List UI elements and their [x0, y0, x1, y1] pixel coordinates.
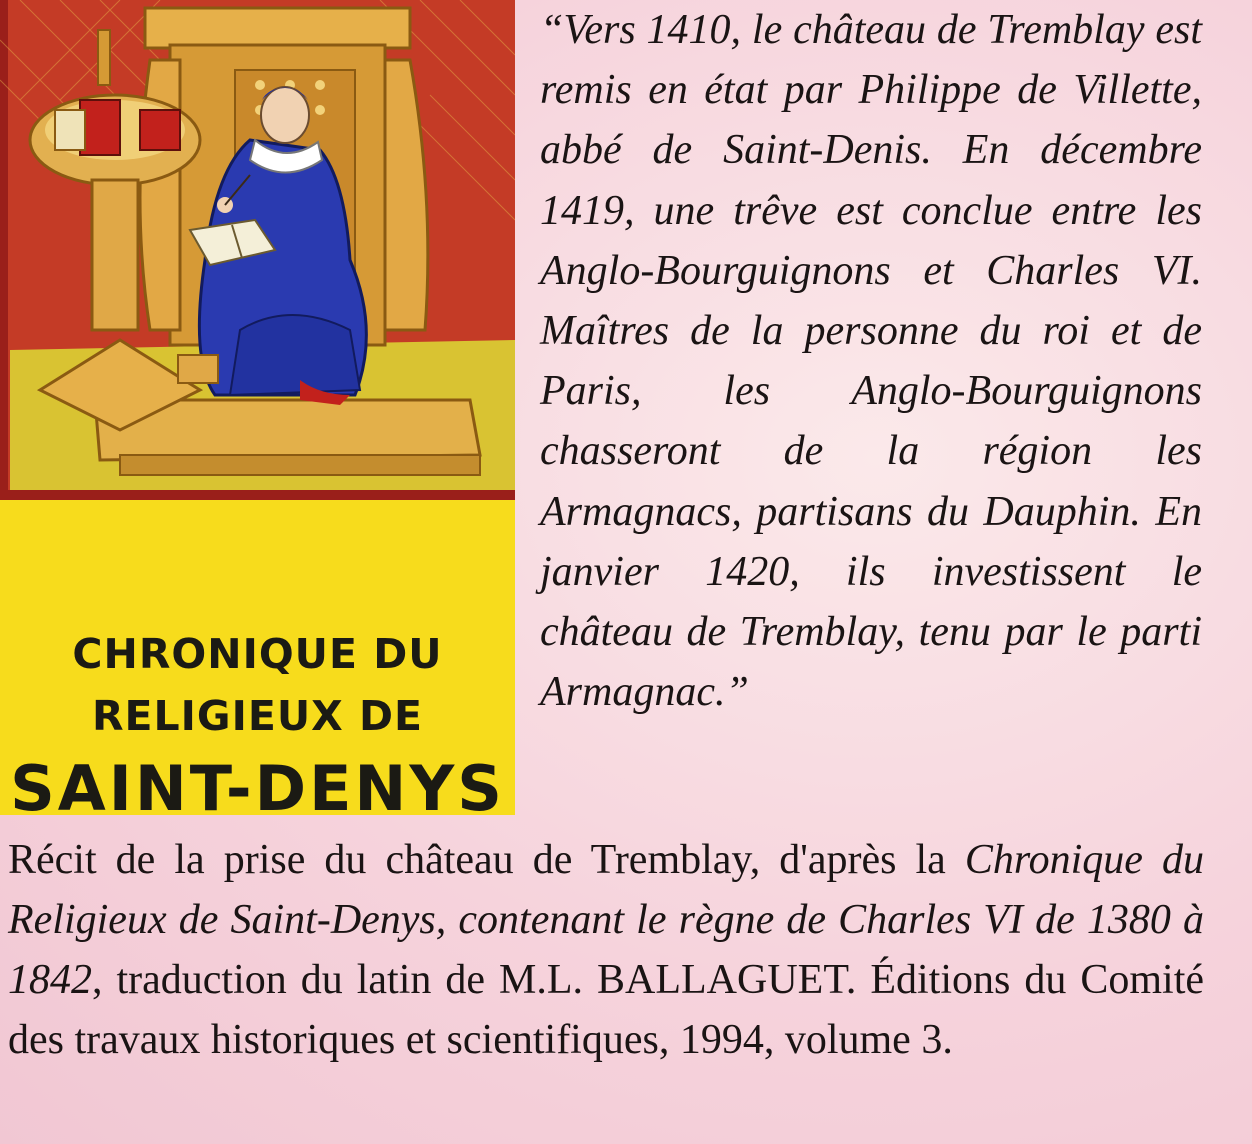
caption-text-part1: Récit de la prise du château de Tremblay, d'après la — [8, 837, 965, 883]
book-cover — [0, 0, 515, 815]
cover-title-line3: SAINT-DENYS — [10, 752, 505, 815]
cover-title-line1: CHRONIQUE DU — [72, 630, 443, 678]
cover-title-line2: RELIGIEUX DE — [91, 692, 424, 740]
source-caption — [8, 830, 1204, 1070]
caption-text-part2: , traduction du latin de M.L. BALLAGUET. Éditions du Comité des travaux historiques et scientifiques, 1994, volume 3. — [8, 957, 1204, 1063]
historical-quote: “Vers 1410, le château de Tremblay est remis en état par Philippe de Villette, abbé de Saint-Denis. En décembre 1419, une trêve est conclue entre les Anglo-Bourguignons et Charles VI. Maîtres de la personne du roi et de Paris, les Anglo-Bourguignons chasseront de la région les Armagnacs, partisans du Dauphin. En janvier 1420, ils investissent le château de Tremblay, tenu par le parti Armagnac.” — [540, 7, 1202, 716]
caption-book-title: Chronique du Religieux de Saint-Denys, contenant le règne de Charles VI de 1380 à 1842 — [8, 837, 1204, 1003]
illuminated-manuscript-monk-writing-icon — [0, 0, 515, 500]
